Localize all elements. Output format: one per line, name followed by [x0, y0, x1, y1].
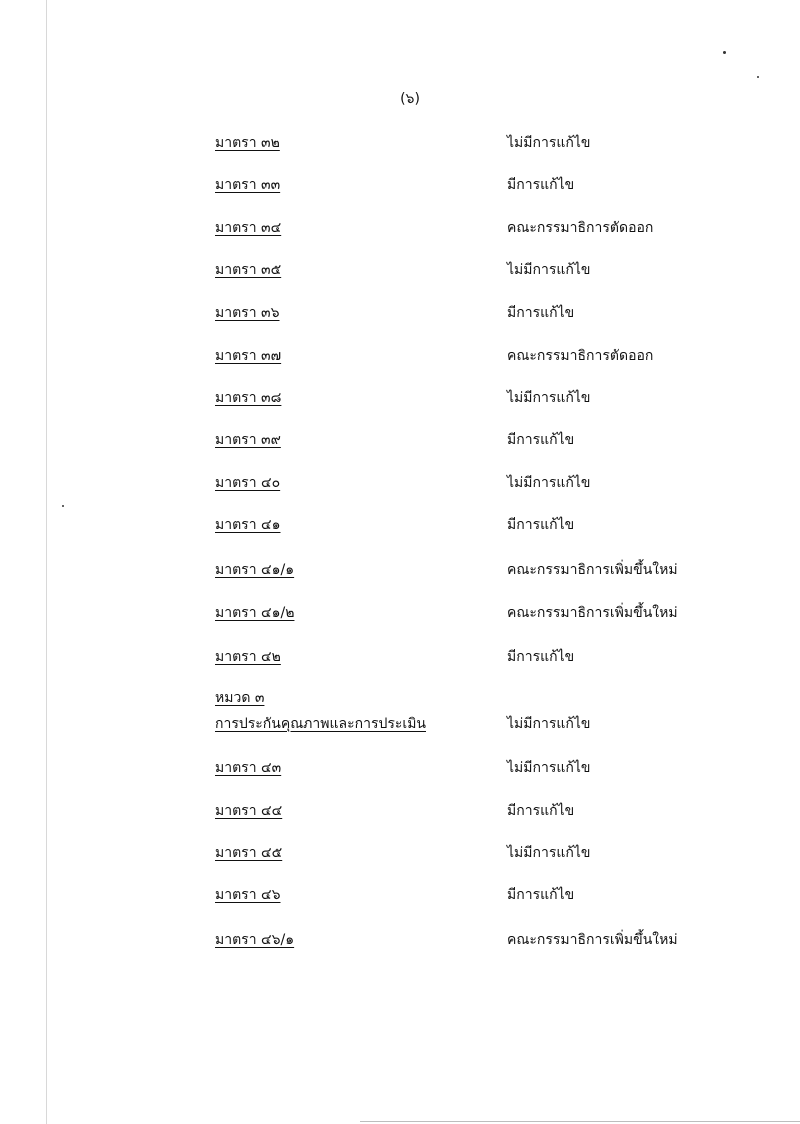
section-label: มาตรา ๓๕: [215, 262, 282, 278]
revision-status: มีการแก้ไข: [507, 432, 575, 448]
revision-status: ไม่มีการแก้ไข: [507, 390, 591, 406]
section-label: มาตรา ๓๘: [215, 390, 282, 406]
list-item: [0, 387, 800, 417]
list-item: [0, 800, 800, 830]
list-item: [0, 559, 800, 589]
chapter-number: หมวด ๓: [215, 690, 265, 706]
revision-status: ไม่มีการแก้ไข: [507, 475, 591, 491]
revision-status: ไม่มีการแก้ไข: [507, 845, 591, 861]
revision-status: คณะกรรมาธิการเพิ่มขึ้นใหม่: [507, 605, 678, 621]
revision-status: ไม่มีการแก้ไข: [507, 716, 591, 732]
section-label: มาตรา ๔๐: [215, 475, 281, 491]
revision-status: มีการแก้ไข: [507, 887, 575, 903]
list-item: [0, 259, 800, 289]
revision-status: ไม่มีการแก้ไข: [507, 262, 591, 278]
list-item: [0, 646, 800, 676]
section-label: มาตรา ๔๓: [215, 760, 282, 776]
revision-status: คณะกรรมาธิการตัดออก: [507, 220, 654, 236]
section-label: มาตรา ๔๕: [215, 845, 283, 861]
section-label: มาตรา ๓๙: [215, 432, 281, 448]
revision-status: ไม่มีการแก้ไข: [507, 135, 591, 151]
revision-status: มีการแก้ไข: [507, 649, 575, 665]
section-label: มาตรา ๔๖: [215, 887, 281, 903]
chapter-title: การประกันคุณภาพและการประเมิน: [215, 716, 426, 732]
list-item: [0, 429, 800, 459]
list-item: [0, 929, 800, 959]
revision-status: คณะกรรมาธิการตัดออก: [507, 348, 654, 364]
section-label: มาตรา ๔๒: [215, 649, 281, 665]
chapter-heading: [0, 687, 800, 747]
revision-status: คณะกรรมาธิการเพิ่มขึ้นใหม่: [507, 562, 678, 578]
section-label: มาตรา ๓๖: [215, 305, 280, 321]
list-item: [0, 345, 800, 375]
list-item: [0, 884, 800, 914]
section-label: มาตรา ๓๔: [215, 220, 282, 236]
list-item: [0, 757, 800, 787]
list-item: [0, 302, 800, 332]
list-item: [0, 132, 800, 162]
section-label: มาตรา ๓๒: [215, 135, 280, 151]
revision-status: มีการแก้ไข: [507, 305, 575, 321]
revision-status: มีการแก้ไข: [507, 177, 575, 193]
section-label: มาตรา ๓๗: [215, 348, 282, 364]
revision-status: ไม่มีการแก้ไข: [507, 760, 591, 776]
section-label: มาตรา ๔๑: [215, 517, 281, 533]
list-item: [0, 174, 800, 204]
revision-status: มีการแก้ไข: [507, 803, 575, 819]
list-item: [0, 602, 800, 632]
section-label: มาตรา ๓๓: [215, 177, 281, 193]
section-label: มาตรา ๔๔: [215, 803, 283, 819]
list-item: [0, 514, 800, 544]
list-item: [0, 472, 800, 502]
section-label: มาตรา ๔๑/๑: [215, 562, 295, 578]
section-label: มาตรา ๔๑/๒: [215, 605, 295, 621]
revision-status: มีการแก้ไข: [507, 517, 575, 533]
section-label: มาตรา ๔๖/๑: [215, 932, 295, 948]
list-item: [0, 842, 800, 872]
revision-status: คณะกรรมาธิการเพิ่มขึ้นใหม่: [507, 932, 678, 948]
page-number: (๖): [400, 91, 420, 107]
list-item: [0, 217, 800, 247]
